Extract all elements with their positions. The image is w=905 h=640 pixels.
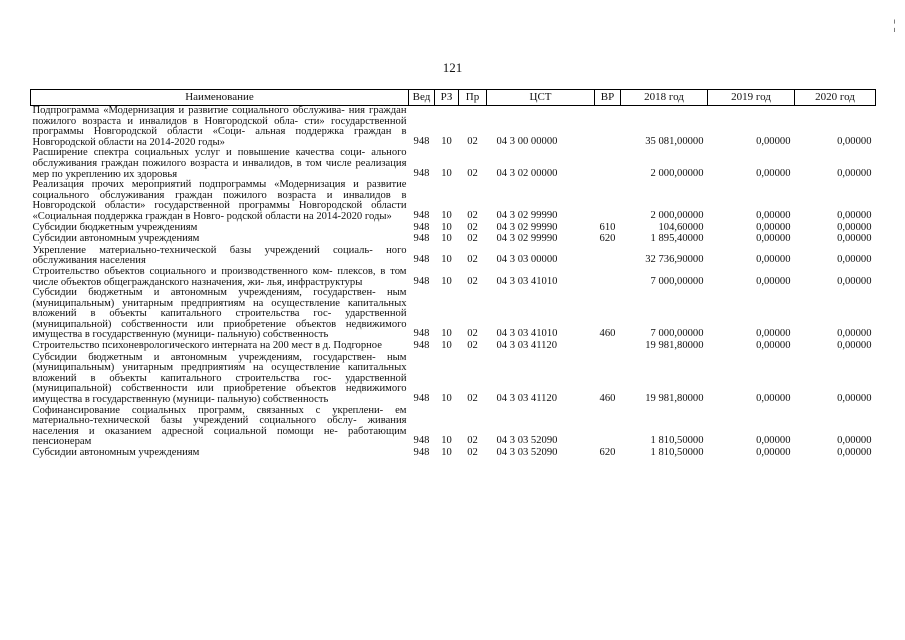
cell-y2020: 0,00000 <box>837 135 872 147</box>
cell-pr: 02 <box>467 221 478 233</box>
cell-ved: 948 <box>413 167 430 179</box>
row-name-line: родской области на 2014-2020 годы» <box>226 210 392 222</box>
cell-y2018: 1 810,50000 <box>650 435 704 447</box>
header-ved: Вед <box>409 90 435 106</box>
cell-cst: 04 3 02 99990 <box>496 233 558 245</box>
cell-vr <box>595 267 621 288</box>
row-name-line: объектов недвижимого имущества в государственную (муници- <box>32 383 407 406</box>
row-name-line: капитальных вложений в объекты капитального строительства гос- <box>32 362 407 384</box>
cell-y2019: 0,00000 <box>756 447 791 458</box>
cell-y2018: 32 736,90000 <box>645 254 704 266</box>
header-rz: РЗ <box>435 90 459 106</box>
cell-y2020: 0,00000 <box>837 340 872 352</box>
cell-vr: 620 <box>599 233 616 245</box>
cell-cst: 04 3 03 52090 <box>496 447 558 458</box>
cell-y2020: 0,00000 <box>837 254 872 266</box>
cell-rz: 10 <box>441 209 452 221</box>
corner-mark: ¦ <box>893 18 896 33</box>
row-name-line: ным (муниципальным) унитарным предприятиям на осуществление <box>32 351 407 374</box>
header-vr: ВР <box>595 90 621 106</box>
row-name-line: лья, инфраструктуры <box>266 276 363 288</box>
cell-cst: 04 3 03 52090 <box>496 435 558 447</box>
table-row <box>31 448 876 460</box>
row-name <box>31 148 409 180</box>
row-name-line: альная поддержка граждан в Новгородской области на 2014-2020 <box>32 126 407 148</box>
row-name-line: пальную) собственность <box>217 329 329 341</box>
row-name-line: Субсидии бюджетным учреждениям <box>32 221 198 233</box>
cell-vr <box>595 341 621 353</box>
table-row <box>31 406 876 448</box>
row-name-line: ния граждан пожилого возраста и инвалидов в Новгородской обла- <box>32 105 407 127</box>
table-body <box>31 106 876 460</box>
cell-pr: 02 <box>467 167 478 179</box>
cell-y2019: 0,00000 <box>756 393 791 405</box>
row-name-line: том числе реализация мер по укреплению их здоровья <box>32 157 407 180</box>
row-name-line: ного обслуживания населения <box>32 244 407 267</box>
row-name <box>31 288 409 341</box>
cell-rz: 10 <box>441 393 452 405</box>
cell-y2019: 0,00000 <box>756 275 791 287</box>
cell-y2019: 0,00000 <box>756 221 791 233</box>
cell-rz: 10 <box>441 254 452 266</box>
cell-y2018: 19 981,80000 <box>645 340 704 352</box>
cell-y2020: 0,00000 <box>837 275 872 287</box>
cell-y2020: 0,00000 <box>837 221 872 233</box>
cell-y2019: 0,00000 <box>756 435 791 447</box>
cell-cst: 04 3 03 41010 <box>496 328 558 340</box>
cell-y2018: 7 000,00000 <box>650 328 704 340</box>
cell-ved: 948 <box>413 275 430 287</box>
header-cst: ЦСТ <box>487 90 595 106</box>
cell-ved: 948 <box>413 393 430 405</box>
row-name <box>31 448 409 460</box>
cell-pr: 02 <box>467 254 478 266</box>
cell-pr: 02 <box>467 275 478 287</box>
page-number: 121 <box>442 60 463 75</box>
cell-pr: 02 <box>467 135 478 147</box>
row-name-line: Подгорное <box>333 340 382 352</box>
cell-vr <box>595 246 621 267</box>
cell-y2020: 0,00000 <box>837 328 872 340</box>
row-name-line: ударственной (муниципальной) собственности или приобретение <box>32 372 407 395</box>
cell-y2019: 0,00000 <box>756 209 791 221</box>
header-name: Наименование <box>31 90 409 106</box>
row-name-line: годы» <box>198 136 225 148</box>
cell-ved: 948 <box>413 435 430 447</box>
row-name-line: ударственной (муниципальной) собственности или приобретение <box>32 308 407 330</box>
table-row <box>31 180 876 222</box>
cell-vr: 610 <box>599 221 616 233</box>
cell-cst: 04 3 00 00000 <box>496 135 558 147</box>
cell-cst: 04 3 02 00000 <box>496 167 558 179</box>
header-2020: 2020 год <box>795 90 876 106</box>
cell-vr: 620 <box>599 447 616 458</box>
row-name-line: Расширение спектра социальных услуг и повышение качества соци- <box>32 147 366 159</box>
row-name-line: плексов, в том числе объектов общегражданского назначения, жи- <box>32 265 407 288</box>
row-name-line: Субсидии автономным учреждениям <box>32 233 200 245</box>
cell-rz: 10 <box>441 221 452 233</box>
cell-y2019: 0,00000 <box>756 254 791 266</box>
cell-ved: 948 <box>413 209 430 221</box>
table-row <box>31 106 876 149</box>
cell-cst: 04 3 03 41120 <box>496 393 558 405</box>
cell-rz: 10 <box>441 167 452 179</box>
row-name <box>31 353 409 406</box>
cell-y2019: 0,00000 <box>756 167 791 179</box>
row-name-line: Софинансирование социальных программ, связанных с укреплени- <box>32 404 384 416</box>
cell-rz: 10 <box>441 328 452 340</box>
row-name-line: Субсидии бюджетным и автономным учреждениям, государствен- <box>32 287 376 299</box>
cell-y2018: 7 000,00000 <box>650 275 704 287</box>
row-name <box>31 246 409 267</box>
cell-cst: 04 3 03 41120 <box>496 340 558 352</box>
cell-pr: 02 <box>467 233 478 245</box>
cell-ved: 948 <box>413 135 430 147</box>
cell-y2018: 1 810,50000 <box>650 447 704 458</box>
cell-cst: 04 3 02 99990 <box>496 209 558 221</box>
cell-pr: 02 <box>467 328 478 340</box>
header-2019: 2019 год <box>708 90 795 106</box>
cell-ved: 948 <box>413 447 430 458</box>
cell-vr: 460 <box>599 393 616 405</box>
cell-pr: 02 <box>467 447 478 458</box>
cell-y2019: 0,00000 <box>756 233 791 245</box>
row-name-line: Новгородской области «Социальная поддержка граждан в Новго- <box>32 200 407 222</box>
row-name-line: Субсидии автономным учреждениям <box>32 447 200 458</box>
row-name-line: работающим пенсионерам <box>32 425 407 448</box>
row-name-line: развитие социального обслуживания граждан пожилого возраста и <box>32 179 407 201</box>
row-name <box>31 406 409 448</box>
cell-ved: 948 <box>413 254 430 266</box>
row-name-line: пальную) собственность <box>217 394 329 406</box>
row-name <box>31 106 409 149</box>
cell-rz: 10 <box>441 340 452 352</box>
row-name-line: живания населения и оказанием адресной социальной помощи не- <box>32 415 407 437</box>
row-name-line: Строительство психоневрологического интерната на 200 мест в д. <box>32 340 331 352</box>
cell-y2018: 35 081,00000 <box>645 135 704 147</box>
cell-y2020: 0,00000 <box>837 393 872 405</box>
row-name-line: инвалидов в Новгородской области» государственной программы <box>32 189 407 212</box>
row-name-line: объектов недвижимого имущества в государственную (муници- <box>32 318 407 341</box>
cell-ved: 948 <box>413 328 430 340</box>
cell-cst: 04 3 03 00000 <box>496 254 558 266</box>
cell-ved: 948 <box>413 221 430 233</box>
row-name-line: ным (муниципальным) унитарным предприятиям на осуществление <box>32 287 407 309</box>
row-name-line: Субсидии бюджетным и автономным учреждениям, государствен- <box>32 351 376 363</box>
cell-vr: 460 <box>599 328 616 340</box>
cell-vr <box>595 148 621 180</box>
cell-vr <box>595 406 621 448</box>
cell-y2018: 104,60000 <box>658 221 704 233</box>
cell-y2019: 0,00000 <box>756 135 791 147</box>
cell-rz: 10 <box>441 447 452 458</box>
cell-rz: 10 <box>441 135 452 147</box>
header-pr: Пр <box>459 90 487 106</box>
cell-y2019: 0,00000 <box>756 328 791 340</box>
cell-y2018: 19 981,80000 <box>645 393 704 405</box>
table-header-row <box>31 90 876 106</box>
cell-pr: 02 <box>467 209 478 221</box>
cell-y2018: 2 000,00000 <box>650 209 704 221</box>
row-name-line: Строительство объектов социального и производственного ком- <box>32 265 333 277</box>
row-name-line: Подпрограмма «Модернизация и развитие социального обслужива- <box>32 105 345 116</box>
cell-y2020: 0,00000 <box>837 233 872 245</box>
cell-y2019: 0,00000 <box>756 340 791 352</box>
cell-vr <box>595 106 621 149</box>
cell-cst: 04 3 03 41010 <box>496 275 558 287</box>
row-name-line: ального обслуживания граждан пожилого возраста и инвалидов, в <box>32 147 407 169</box>
cell-y2020: 0,00000 <box>837 167 872 179</box>
cell-rz: 10 <box>441 435 452 447</box>
cell-y2018: 1 895,40000 <box>650 233 704 245</box>
row-name-line: капитальных вложений в объекты капитального строительства гос- <box>32 297 407 320</box>
cell-y2018: 2 000,00000 <box>650 167 704 179</box>
cell-rz: 10 <box>441 233 452 245</box>
cell-y2020: 0,00000 <box>837 447 872 458</box>
row-name <box>31 180 409 222</box>
row-name-line: сти» государственной программы Новгородской области «Соци- <box>32 115 407 138</box>
cell-vr <box>595 180 621 222</box>
cell-rz: 10 <box>441 275 452 287</box>
table-row <box>31 288 876 341</box>
table-row <box>31 148 876 180</box>
cell-ved: 948 <box>413 233 430 245</box>
budget-table <box>30 89 876 460</box>
table-row <box>31 267 876 288</box>
cell-ved: 948 <box>413 340 430 352</box>
cell-pr: 02 <box>467 393 478 405</box>
cell-y2020: 0,00000 <box>837 435 872 447</box>
cell-pr: 02 <box>467 435 478 447</box>
cell-cst: 04 3 02 99990 <box>496 221 558 233</box>
row-name <box>31 267 409 288</box>
row-name-line: Реализация прочих мероприятий подпрограммы «Модернизация и <box>32 179 359 191</box>
table-row <box>31 246 876 267</box>
row-name-line: Укрепление материально-технической базы учреждений социаль- <box>32 244 373 256</box>
cell-y2020: 0,00000 <box>837 209 872 221</box>
cell-pr: 02 <box>467 340 478 352</box>
table-row <box>31 353 876 406</box>
header-2018: 2018 год <box>621 90 708 106</box>
row-name-line: ем материально-технической базы учреждений социального обслу- <box>32 404 407 427</box>
